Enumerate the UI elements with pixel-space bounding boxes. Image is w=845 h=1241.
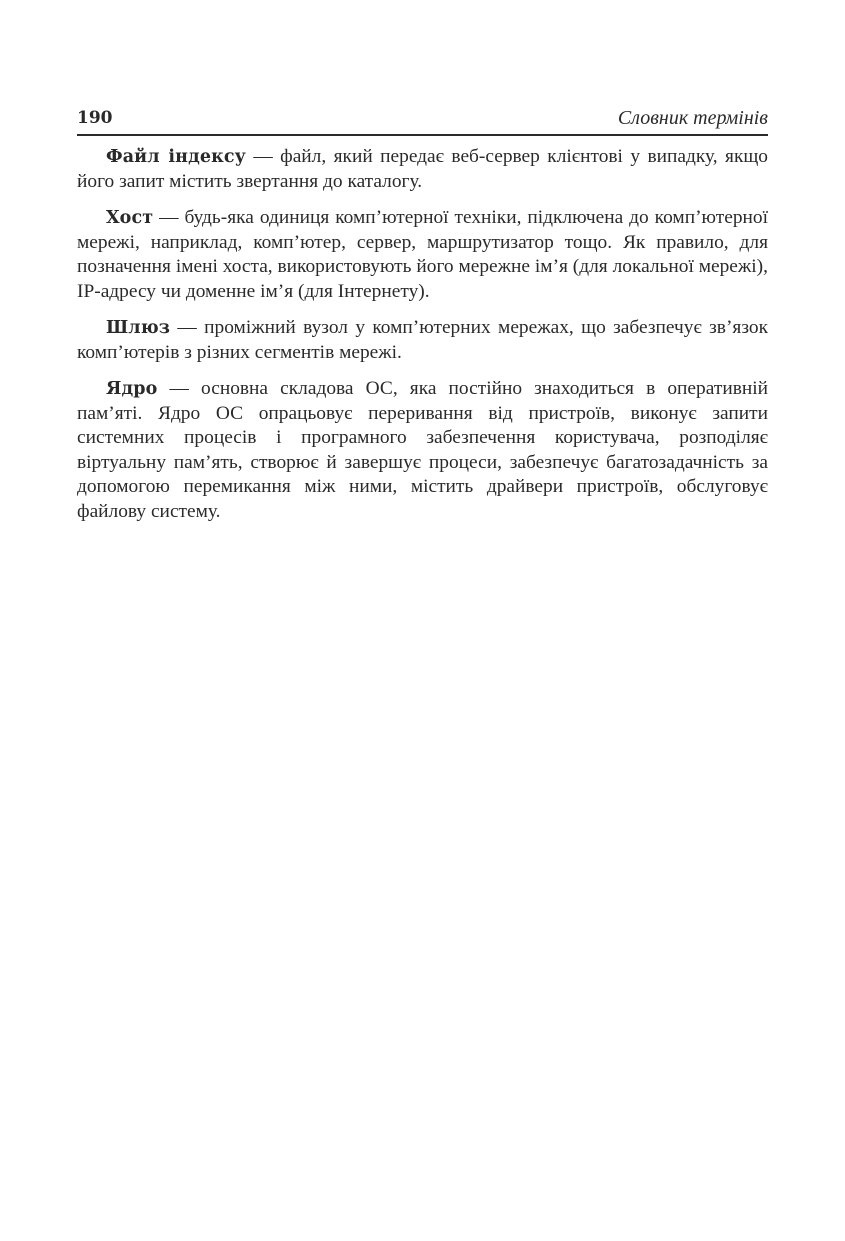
glossary-definition: — файл, який передає веб-сервер клієнтові у випадку, якщо його запит містить звертання до каталогу. xyxy=(77,146,768,192)
glossary-content xyxy=(77,145,768,536)
glossary-term: Ядро xyxy=(106,379,158,399)
glossary-entry-kernel xyxy=(77,377,768,524)
glossary-definition: — будь-яка одиниця комп’ютерної техніки, підключена до комп’ютерної мережі, наприклад, комп’ютер, сервер, маршрутизатор тощо. Як правило, для позначення імені хоста, використовують його мережне ім’я (для локальної мережі), IP-адресу чи доменне ім’я (для Інтернету). xyxy=(77,207,768,302)
glossary-term: Файл індексу xyxy=(106,147,246,167)
glossary-term: Хост xyxy=(106,208,154,228)
glossary-definition: — проміжний вузол у комп’ютерних мережах, що забезпечує зв’язок комп’ютерів з різних сегментів мережі. xyxy=(77,317,768,363)
glossary-term: Шлюз xyxy=(106,318,171,338)
glossary-entry-index-file xyxy=(77,145,768,194)
glossary-entry-host xyxy=(77,206,768,304)
glossary-definition: — основна складова ОС, яка постійно знаходиться в оперативній пам’яті. Ядро ОС опрацьовує переривання від пристроїв, виконує запити системних процесів і програмного забезпечення користувача, розподіляє віртуальну пам’ять, створює й завершує процеси, забезпечує багатозадачність за допомогою перемикання між ними, містить драйвери пристроїв, обслуговує файлову систему. xyxy=(77,378,768,522)
running-title: Словник термінів xyxy=(617,107,768,129)
glossary-entry-gateway xyxy=(77,316,768,365)
page-header xyxy=(77,106,768,136)
page-number: 190 xyxy=(77,108,113,128)
